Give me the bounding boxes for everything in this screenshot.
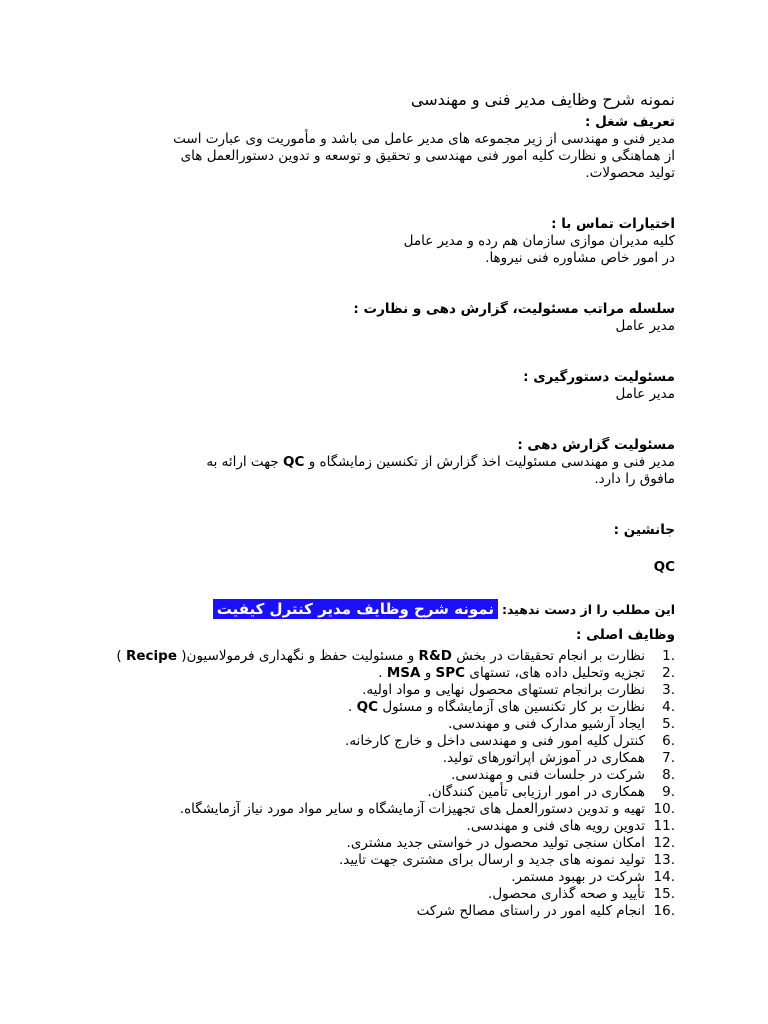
list-item-text	[95, 665, 645, 682]
list-item-text	[95, 801, 645, 818]
list-item-text	[95, 835, 645, 852]
document-body	[95, 88, 675, 920]
list-item-segment: .	[378, 665, 383, 681]
list-item-segment: تولید نمونه های جدید و ارسال برای مشتری جهت تایید.	[338, 852, 645, 868]
list-item-term: MSA	[386, 665, 421, 681]
list-item-segment: کنترل کلیه امور فنی و مهندسی داخل و خارج کارخانه.	[345, 733, 645, 749]
list-item-number: 13.	[653, 852, 675, 868]
list-item	[95, 750, 675, 767]
hierarchy-heading: سلسله مراتب مسئولیت، گزارش دهی و نظارت :	[353, 301, 675, 317]
list-item-text	[95, 716, 645, 733]
list-item-segment: نظارت برانجام تستهای محصول نهایی و مواد اولیه.	[362, 682, 645, 698]
reporting-heading: مسئولیت گزارش دهی :	[517, 437, 675, 453]
list-item	[95, 818, 675, 835]
job-definition-line: از هماهنگی و نظارت کلیه امور فنی مهندسی و تحقیق و توسعه و تدوین دستورالعمل های	[180, 148, 675, 164]
list-item-segment: شرکت در بهبود مستمر.	[511, 869, 645, 885]
list-item-segment: تهیه و تدوین دستورالعمل های تجهیزات آزمایشگاه و سایر مواد مورد نیاز آزمایشگاه.	[179, 801, 645, 817]
list-item-segment: همکاری در آموزش اپراتورهای تولید.	[442, 750, 645, 766]
list-item-segment: تأیید و صحه گذاری محصول.	[488, 886, 645, 902]
list-item-term: Recipe	[125, 648, 177, 664]
list-item-segment: امکان سنجی تولید محصول در خواستی جدید مشتری.	[346, 835, 645, 851]
list-item-segment: انجام کلیه امور در راستای مصالح شرکت	[416, 903, 645, 919]
job-definition-line: مدیر فنی و مهندسی از زیر مجموعه های مدیر عامل می باشد و مأموریت وی عبارت است	[173, 131, 675, 147]
list-item-number: 7.	[662, 750, 675, 766]
contact-line: در امور خاص مشاوره فنی نیروها.	[485, 250, 675, 266]
list-item	[95, 767, 675, 784]
list-item-number: 12.	[653, 835, 675, 851]
reporting-qc: QC	[283, 454, 305, 470]
list-item-number: 9.	[662, 784, 675, 800]
contact-line: کلیه مدیران موازی سازمان هم رده و مدیر عامل	[403, 233, 675, 249]
orders-heading: مسئولیت دستورگیری :	[523, 369, 675, 385]
list-item-text	[95, 750, 645, 767]
list-item	[95, 835, 675, 852]
list-item-segment: همکاری در امور ارزیابی تأمین کنندگان.	[427, 784, 645, 800]
list-item	[95, 852, 675, 869]
list-item	[95, 903, 675, 920]
reporting-line: مافوق را دارد.	[594, 471, 675, 487]
list-item	[95, 699, 675, 716]
successor-heading: جانشین :	[613, 522, 675, 538]
list-item-text	[95, 903, 645, 920]
list-item-term: SPC	[435, 665, 466, 681]
list-item-number: 3.	[662, 682, 675, 698]
reporting-text: مدیر فنی و مهندسی مسئولیت اخذ گزارش از تکنسین زمایشگاه و	[308, 454, 675, 470]
reporting-text: جهت ارائه به	[206, 454, 279, 470]
list-item-number: 6.	[662, 733, 675, 749]
list-item-text	[95, 699, 645, 716]
list-item	[95, 886, 675, 903]
list-item-text	[95, 852, 645, 869]
hierarchy-value: مدیر عامل	[615, 318, 675, 334]
list-item-segment: نظارت بر انجام تحقیقات در بخش	[456, 648, 645, 664]
related-article-banner	[95, 598, 675, 621]
list-item-segment: نظارت بر کار تکنسین های آزمایشگاه و مسئول	[382, 699, 645, 715]
reporting-line	[95, 454, 675, 471]
list-item-number: 10.	[653, 801, 675, 817]
orders-value: مدیر عامل	[615, 386, 675, 402]
job-definition-line: تولید محصولات.	[585, 165, 675, 181]
list-item-segment: )	[116, 648, 122, 664]
list-item-number: 5.	[662, 716, 675, 732]
list-item-number: 11.	[653, 818, 675, 834]
list-item-number: 16.	[653, 903, 675, 919]
list-item-segment: .	[348, 699, 353, 715]
list-item-number: 4.	[662, 699, 675, 715]
related-article-link[interactable]: نمونه شرح وظایف مدیر کنترل کیفیت	[213, 599, 498, 619]
list-item	[95, 801, 675, 818]
list-item-term: QC	[356, 699, 379, 715]
contact-heading: اختیارات تماس با :	[551, 216, 675, 232]
list-item-number: 8.	[662, 767, 675, 783]
list-item	[95, 869, 675, 886]
list-item-number: 2.	[662, 665, 675, 681]
list-item	[95, 665, 675, 682]
list-item-number: 14.	[653, 869, 675, 885]
page-title: نمونه شرح وظایف مدیر فنی و مهندسی	[410, 90, 675, 109]
list-item-number: 1.	[662, 648, 675, 664]
list-item-number: 15.	[653, 886, 675, 902]
list-item-text	[95, 648, 645, 665]
duties-heading: وظایف اصلی :	[576, 627, 675, 643]
list-item-text	[95, 767, 645, 784]
list-item-term: R&D	[418, 648, 452, 664]
job-definition-heading: تعریف شغل :	[585, 114, 675, 130]
list-item	[95, 784, 675, 801]
successor-value: QC	[653, 559, 675, 575]
list-item-segment: ایجاد آرشیو مدارک فنی و مهندسی.	[448, 716, 645, 732]
list-item	[95, 716, 675, 733]
list-item-text	[95, 733, 645, 750]
list-item-segment: و	[424, 665, 432, 681]
banner-lead: این مطلب را از دست ندهید:	[501, 602, 675, 617]
list-item-text	[95, 886, 645, 903]
list-item-text	[95, 869, 645, 886]
duties-list	[95, 648, 675, 920]
list-item-segment: شرکت در جلسات فنی و مهندسی.	[451, 767, 645, 783]
list-item-text	[95, 682, 645, 699]
list-item	[95, 648, 675, 665]
list-item-segment: تدوین رویه های فنی و مهندسی.	[466, 818, 645, 834]
list-item-segment: تجزیه وتحلیل داده های، تستهای	[469, 665, 645, 681]
list-item	[95, 682, 675, 699]
list-item-text	[95, 818, 645, 835]
list-item-segment: و مسئولیت حفظ و نگهداری فرمولاسیون(	[181, 648, 415, 664]
list-item	[95, 733, 675, 750]
list-item-text	[95, 784, 645, 801]
